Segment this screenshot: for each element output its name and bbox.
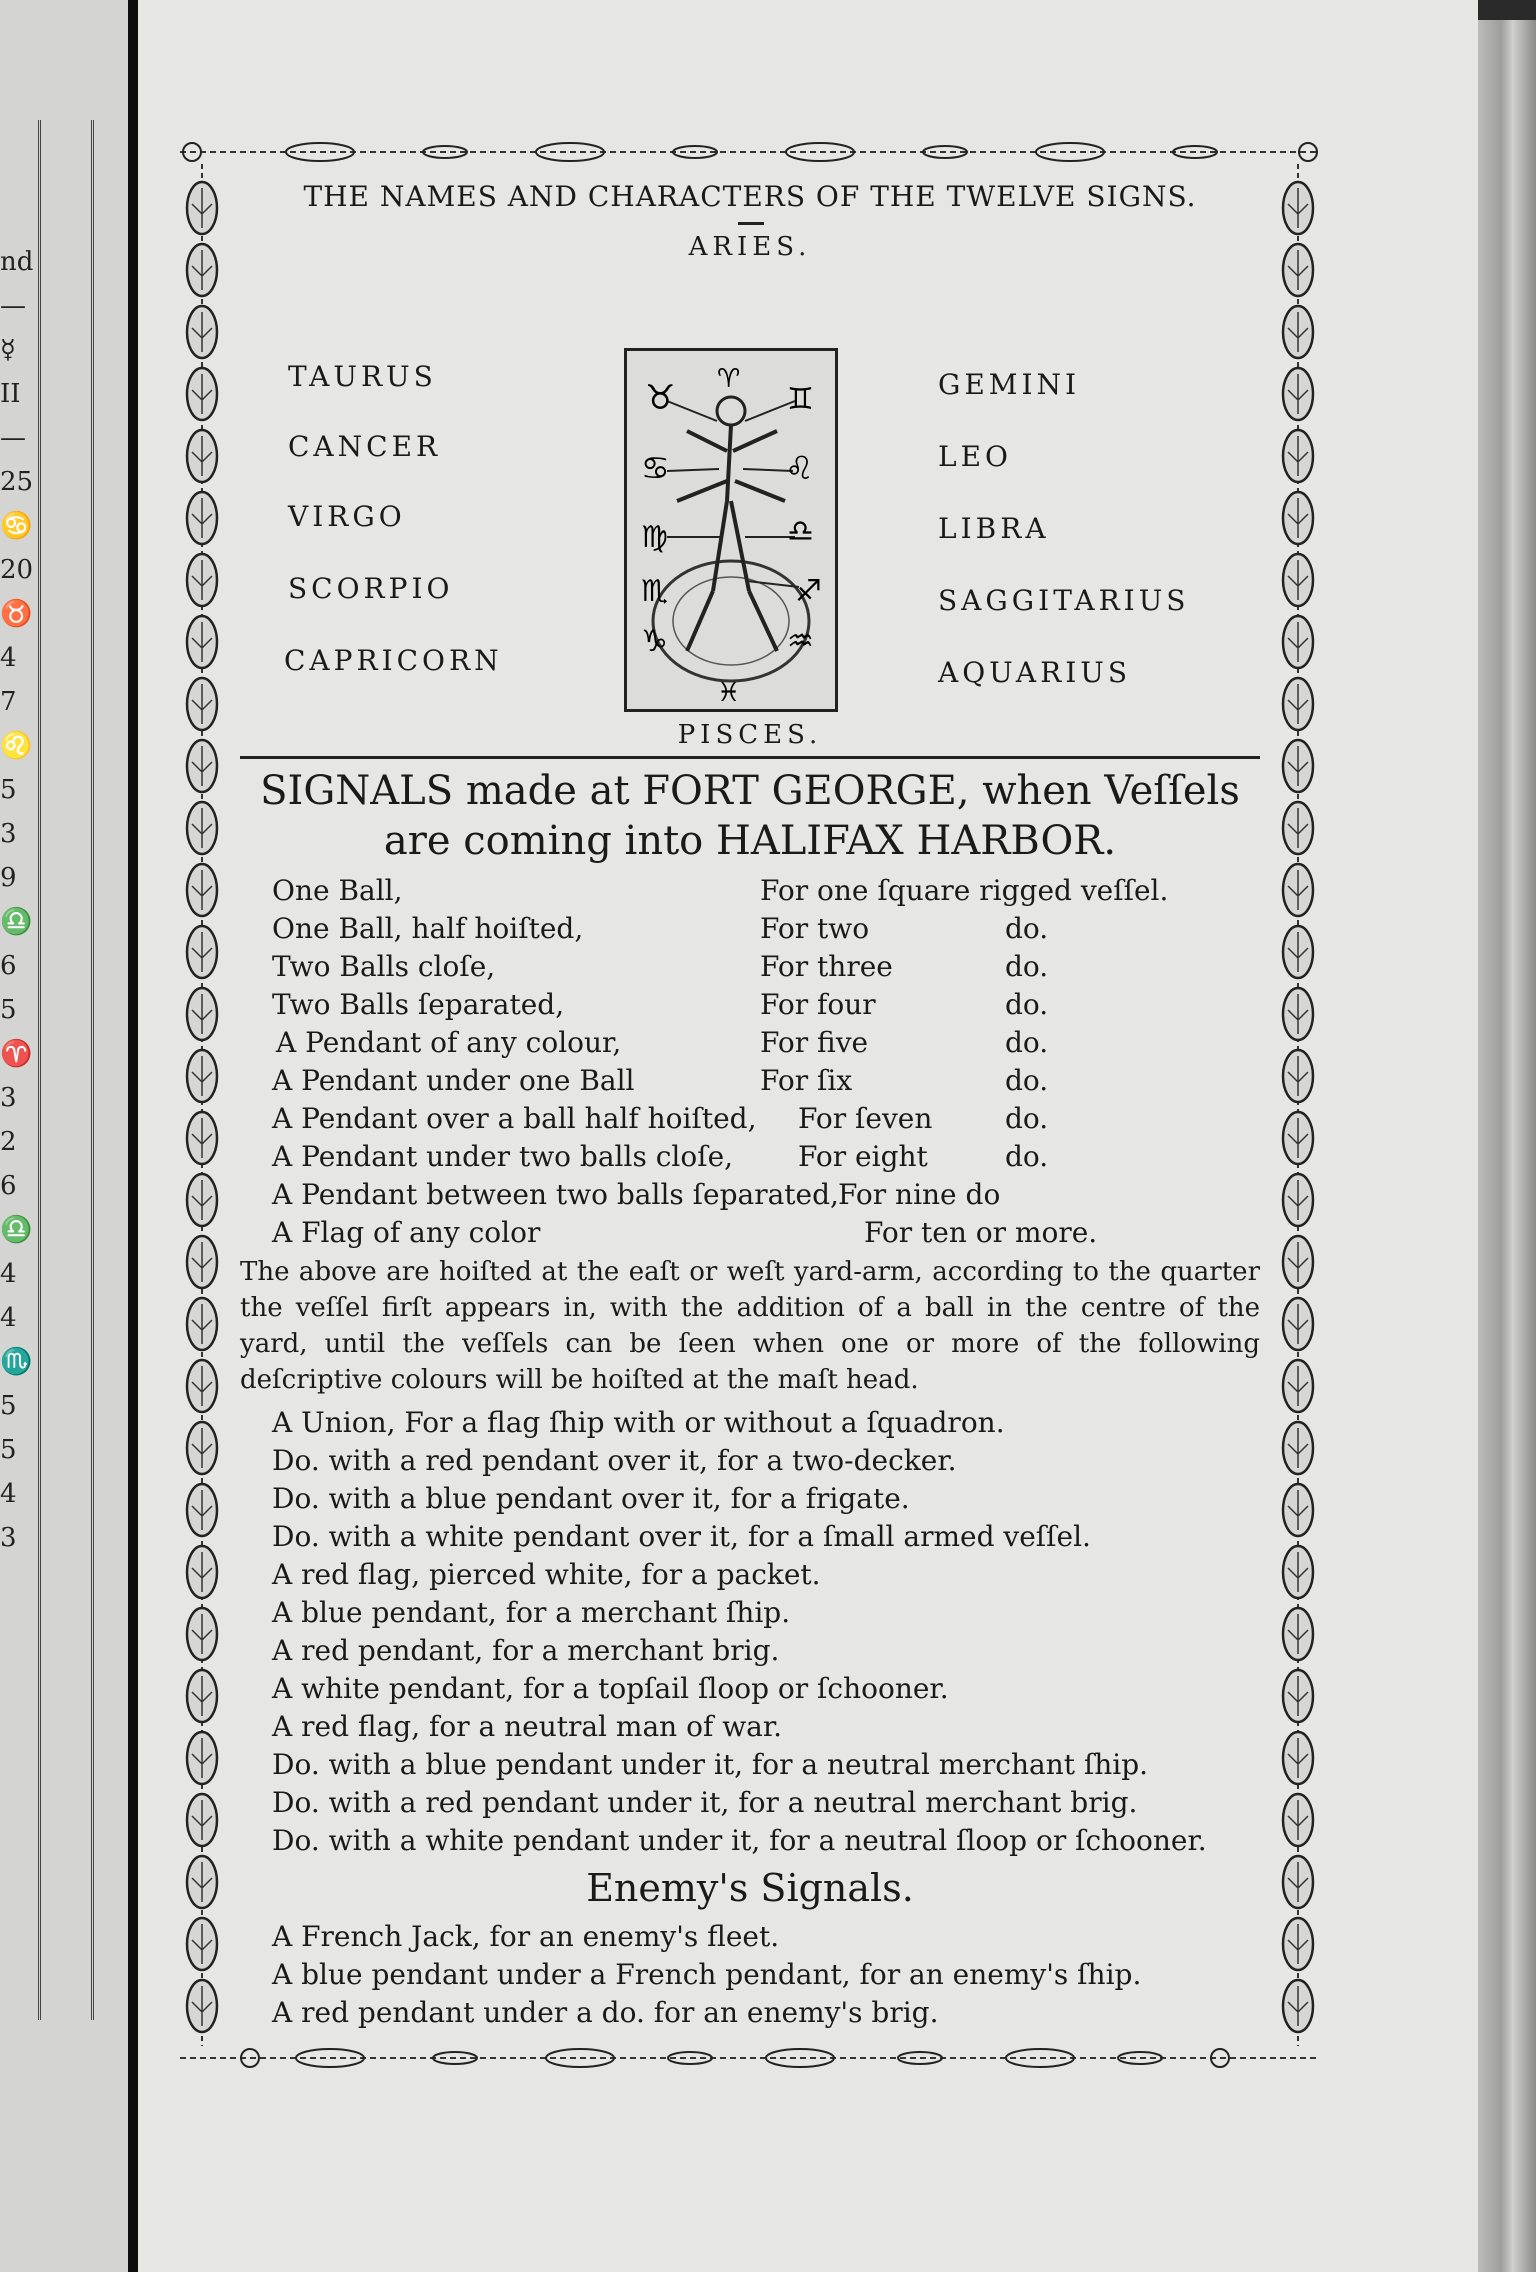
facing-page-mark: 3 (0, 1523, 17, 1553)
colour-signal-line: A blue pendant, for a merchant ſhip. (272, 1596, 791, 1629)
signal-description: A Pendant under two balls cloſe, (272, 1140, 734, 1173)
facing-page-mark: ♋ (0, 511, 33, 541)
signal-ditto: do. (1005, 950, 1049, 983)
facing-page-mark: ♈ (0, 1039, 33, 1069)
facing-page-mark: 7 (0, 687, 17, 717)
signal-description: A Flag of any color (272, 1216, 541, 1249)
pisces-icon: ♓ (717, 678, 741, 708)
scorpio-icon: ♏ (641, 574, 668, 609)
cancer-icon: ♋ (641, 449, 670, 487)
facing-page-border (38, 120, 94, 2020)
facing-page-mark: 4 (0, 1479, 17, 1509)
facing-page-mark: ♌ (0, 731, 33, 761)
facing-page-mark: — (0, 291, 26, 321)
enemy-signal-line: A blue pendant under a French pendant, for an enemy's ſhip. (272, 1958, 1142, 1991)
facing-page-mark: 6 (0, 1171, 17, 1201)
facing-page-mark: ♎ (0, 1215, 33, 1245)
facing-page-mark: 9 (0, 863, 17, 893)
sign-aries: ARIES. (688, 232, 812, 262)
ornamental-frame (180, 140, 1320, 2070)
sign-left: CANCER (288, 430, 442, 463)
facing-page-mark: 4 (0, 1259, 17, 1289)
sign-left: TAURUS (288, 360, 437, 393)
sign-right: AQUARIUS (938, 656, 1132, 689)
facing-page-mark: ♏ (0, 1347, 33, 1377)
signal-description: Two Balls cloſe, (272, 950, 496, 983)
signal-description: A Pendant over a ball half hoiſted, (272, 1102, 757, 1135)
ornament-border-left (180, 164, 224, 2046)
facing-page-edge (0, 0, 128, 2272)
facing-page-mark: 5 (0, 995, 17, 1025)
signal-ditto: do. (1005, 1064, 1049, 1097)
facing-page-marks (0, 240, 34, 1560)
section-rule (240, 756, 1260, 759)
signal-meaning: For three (760, 950, 893, 983)
signals-heading-line1: SIGNALS made at FORT GEORGE, when Veſſels (260, 768, 1240, 814)
sign-pisces: PISCES. (677, 720, 823, 750)
title-rule (738, 222, 764, 225)
sign-right: GEMINI (938, 368, 1081, 401)
gemini-icon: ♊ (787, 382, 814, 417)
signal-meaning: For five (760, 1026, 869, 1059)
signal-description: A Pendant between two balls ſeparated, (272, 1178, 839, 1211)
enemy-signals-heading: Enemy's Signals. (586, 1866, 914, 1910)
facing-page-mark: ♉ (0, 599, 33, 629)
facing-page-mark: 3 (0, 1083, 17, 1113)
signal-ditto: do. (1005, 988, 1049, 1021)
colour-signal-line: Do. with a red pendant over it, for a two-decker. (272, 1444, 957, 1477)
ornament-border-top (180, 140, 1320, 164)
sign-right: LIBRA (938, 512, 1050, 545)
virgo-icon: ♍ (641, 520, 668, 555)
sagittarius-icon: ♐ (795, 574, 822, 609)
signal-meaning: For eight (798, 1140, 928, 1173)
ornament-border-right (1276, 164, 1320, 2046)
sign-left: CAPRICORN (284, 644, 503, 677)
signal-ditto: do. (1005, 912, 1049, 945)
aries-icon: ♈ (717, 364, 741, 394)
page-stack-edge (1478, 20, 1536, 2272)
facing-page-mark: — (0, 423, 26, 453)
signal-meaning: For two (760, 912, 870, 945)
colour-signal-line: Do. with a white pendant over it, for a ſmall armed veſſel. (272, 1520, 1091, 1553)
colour-signal-line: A red flag, pierced white, for a packet. (272, 1558, 821, 1591)
signal-description: One Ball, half hoiſted, (272, 912, 584, 945)
sign-left: VIRGO (288, 500, 406, 533)
facing-page-mark: 6 (0, 951, 17, 981)
signal-meaning: For four (760, 988, 876, 1021)
colour-signal-line: Do. with a red pendant under it, for a neutral merchant brig. (272, 1786, 1138, 1819)
colour-signal-line: A red pendant, for a merchant brig. (272, 1634, 780, 1667)
facing-page-mark: 5 (0, 775, 17, 805)
signals-explanation (240, 1254, 1260, 1398)
signal-ditto: do. (1005, 1026, 1049, 1059)
sign-left: SCORPIO (288, 572, 454, 605)
signal-description: A Pendant of any colour, (276, 1026, 622, 1059)
leo-icon: ♌ (785, 449, 814, 487)
colour-signal-line: Do. with a white pendant under it, for a neutral ſloop or ſchooner. (272, 1824, 1207, 1857)
libra-icon: ♎ (787, 514, 814, 549)
facing-page-mark: 4 (0, 1303, 17, 1333)
facing-page-mark: ☿ (0, 335, 16, 365)
colour-signal-line: A white pendant, for a topſail ſloop or ſchooner. (272, 1672, 949, 1705)
facing-page-mark: ♎ (0, 907, 33, 937)
zodiac-title: THE NAMES AND CHARACTERS OF THE TWELVE SIGNS. (303, 180, 1197, 213)
colour-signal-line: A red flag, for a neutral man of war. (272, 1710, 783, 1743)
signal-meaning: For ten or more. (864, 1216, 1098, 1249)
facing-page-mark: 20 (0, 555, 34, 585)
signal-ditto: do. (1005, 1140, 1049, 1173)
signal-ditto: do. (1005, 1102, 1049, 1135)
signal-description: One Ball, (272, 874, 403, 907)
ornament-border-bottom (180, 2046, 1320, 2070)
facing-page-mark: 5 (0, 1435, 17, 1465)
aquarius-icon: ♒ (787, 624, 814, 659)
signal-meaning: For nine do (838, 1178, 1001, 1211)
signal-meaning: For one ſquare rigged veſſel. (760, 874, 1169, 907)
colour-signal-line: A Union, For a flag ſhip with or without a ſquadron. (272, 1406, 1005, 1439)
capricorn-icon: ♑ (641, 624, 668, 659)
zodiac-man-icon (627, 351, 835, 709)
enemy-signal-line: A French Jack, for an enemy's fleet. (272, 1920, 780, 1953)
taurus-icon: ♉ (645, 378, 676, 418)
facing-page-mark: 3 (0, 819, 17, 849)
page-content (240, 180, 1260, 2030)
explanation-paragraph: The above are hoiſted at the eaſt or weſt yard-arm, according to the quarter the veſſel firſt appears in, with the addition of a ball in the centre of the yard, until the veſſels can be ſeen when one or more of the following deſcriptive colours will be hoiſted at the maſt head. (240, 1257, 1260, 1395)
facing-page-mark: 2 (0, 1127, 17, 1157)
signal-meaning: For ſeven (798, 1102, 933, 1135)
facing-page-mark: 25 (0, 467, 34, 497)
facing-page-mark: nd (0, 247, 34, 277)
colour-signal-line: Do. with a blue pendant under it, for a neutral merchant ſhip. (272, 1748, 1149, 1781)
facing-page-mark: 4 (0, 643, 17, 673)
colour-signal-line: Do. with a blue pendant over it, for a frigate. (272, 1482, 910, 1515)
signals-heading-line2: are coming into HALIFAX HARBOR. (383, 818, 1117, 864)
sign-right: LEO (938, 440, 1012, 473)
facing-page-mark: II (0, 379, 21, 409)
sign-right: SAGGITARIUS (938, 584, 1190, 617)
facing-page-mark: 5 (0, 1391, 17, 1421)
book-gutter (128, 0, 138, 2272)
signal-description: Two Balls ſeparated, (272, 988, 565, 1021)
zodiac-man-woodcut (624, 348, 838, 712)
signal-meaning: For ſix (760, 1064, 853, 1097)
enemy-signal-line: A red pendant under a do. for an enemy's brig. (272, 1996, 939, 2029)
signal-description: A Pendant under one Ball (272, 1064, 635, 1097)
